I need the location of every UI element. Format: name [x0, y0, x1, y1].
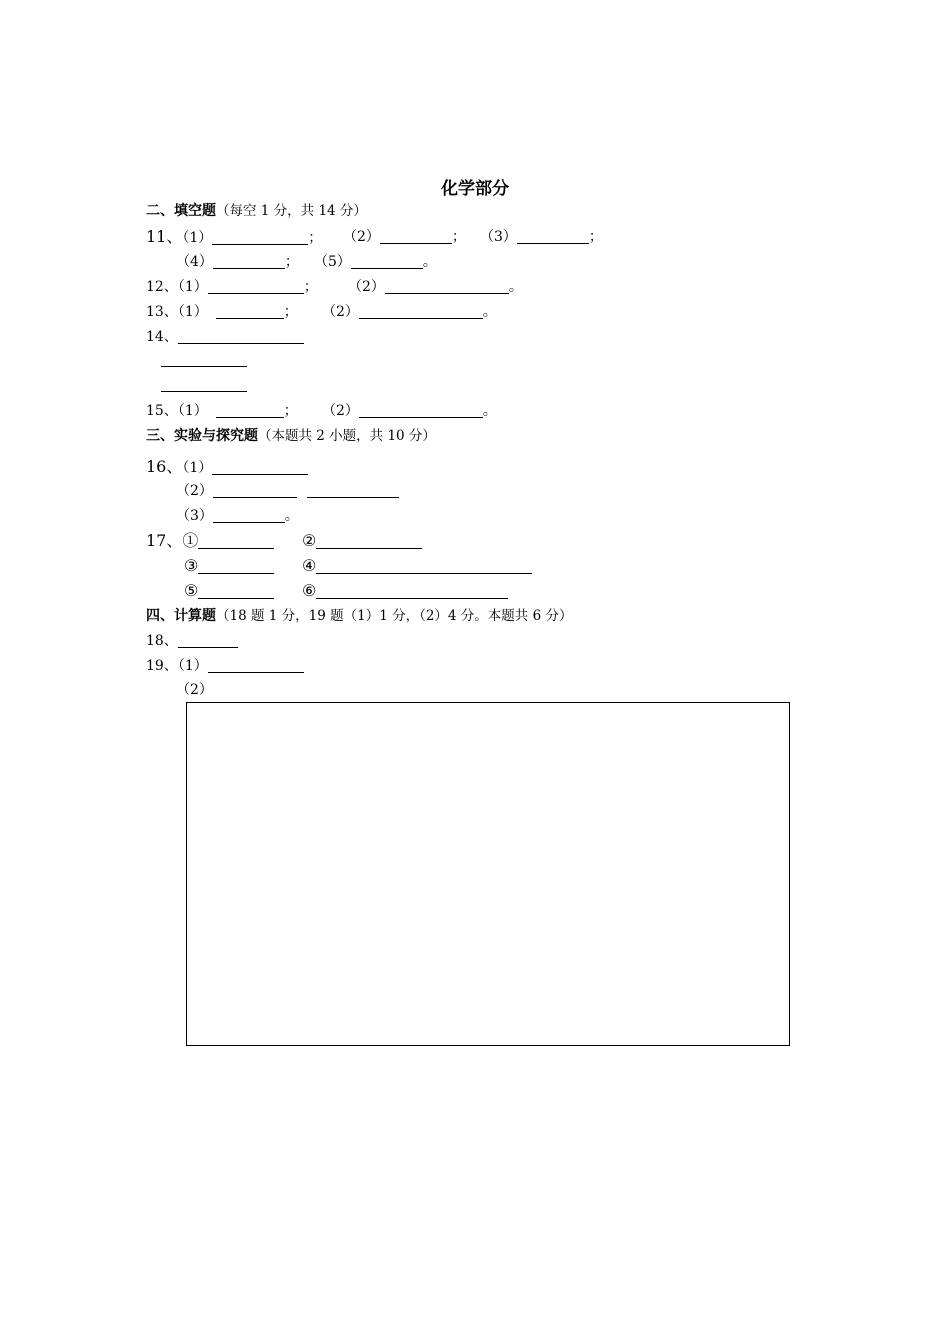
q13-number: 13、	[146, 304, 178, 320]
q13-part2-blank[interactable]	[359, 303, 483, 319]
q11-part3	[480, 228, 603, 246]
q15-number: 15、	[146, 403, 178, 419]
q12-part1-blank[interactable]	[208, 278, 304, 294]
q17-row-1	[146, 532, 274, 551]
q11-part3-label: （3）	[480, 229, 517, 245]
q11-part2-blank[interactable]	[380, 228, 452, 244]
section-3-header	[146, 427, 436, 445]
q13-part1-blank[interactable]	[216, 303, 284, 319]
q16-part3-blank[interactable]	[213, 507, 285, 523]
q16-part2-blank-1[interactable]	[213, 482, 297, 498]
q11-part4	[176, 253, 299, 271]
q11-end: 。	[422, 254, 437, 270]
section-3-heading: 三、实验与探究题	[146, 428, 258, 444]
q17-item3-blank[interactable]	[198, 558, 274, 574]
q12-part2-label: （2）	[348, 279, 385, 295]
q15-end: 。	[482, 403, 497, 419]
q17-item6	[302, 582, 508, 601]
section-2-header	[146, 202, 367, 220]
q11-part4-label: （4）	[176, 254, 213, 270]
q11-row-1	[146, 228, 322, 247]
q17-item2	[302, 532, 422, 551]
q13-part1-label: （1）	[177, 304, 208, 320]
q13-row	[146, 303, 298, 321]
q19-part1-label: （1）	[177, 658, 208, 674]
q11-part5-label: （5）	[314, 254, 351, 270]
q15-part2	[322, 402, 497, 420]
q11-part2-label: （2）	[343, 229, 380, 245]
q17-item6-blank[interactable]	[316, 583, 508, 599]
q17-number: 17、	[146, 531, 183, 550]
q11-part1-label: （1）	[182, 230, 213, 246]
section-3-note: （本题共 2 小题，共 10 分）	[258, 428, 436, 444]
q11-sep-1: ；	[308, 230, 323, 246]
q12-end: 。	[508, 279, 523, 295]
q16-number: 16、	[146, 457, 183, 476]
q16-part1-blank[interactable]	[212, 459, 308, 475]
q11-part1-blank[interactable]	[212, 229, 308, 245]
q11-part5	[314, 253, 437, 271]
q16-end: 。	[284, 508, 299, 524]
q19-part2-label: （2）	[176, 682, 213, 698]
q15-sep: ；	[283, 403, 298, 419]
q14-blank-2[interactable]	[161, 366, 247, 367]
q17-item4-label: ④	[302, 556, 317, 575]
q12-sep: ；	[303, 279, 318, 295]
q14-number: 14、	[146, 329, 178, 345]
q17-item6-label: ⑥	[302, 581, 317, 600]
q17-item2-label: ②	[302, 531, 317, 550]
q17-item5-blank[interactable]	[198, 583, 274, 599]
q16-row-2	[176, 482, 297, 500]
q17-item5-label: ⑤	[184, 581, 199, 600]
q16-row-1	[146, 458, 308, 477]
q16-part1-label: （1）	[182, 460, 213, 476]
q11-part3-blank[interactable]	[517, 228, 589, 244]
q15-part1-blank[interactable]	[216, 402, 284, 418]
q15-row	[146, 402, 298, 420]
q16-row-3	[176, 507, 299, 525]
section-4-header	[146, 607, 572, 625]
q11-sep-2: ；	[451, 229, 466, 245]
q19-part1-blank[interactable]	[208, 657, 304, 673]
q19-number: 19、	[146, 658, 178, 674]
q16-part2-blank-2[interactable]	[307, 497, 399, 498]
q13-part2	[322, 303, 497, 321]
section-4-heading: 四、计算题	[146, 608, 216, 624]
q19-answer-box[interactable]	[186, 702, 790, 1046]
q18-number: 18、	[146, 633, 178, 649]
q15-part2-label: （2）	[322, 403, 359, 419]
q14-blank-3[interactable]	[161, 391, 247, 392]
q14-row	[146, 328, 304, 346]
q11-sep-3: ；	[588, 229, 603, 245]
q11-sep-4: ；	[284, 254, 299, 270]
q13-part2-label: （2）	[322, 304, 359, 320]
q15-part2-blank[interactable]	[359, 402, 483, 418]
q12-number: 12、	[146, 279, 178, 295]
q17-item3	[184, 557, 274, 576]
q12-part1-label: （1）	[177, 279, 208, 295]
q12-part2	[348, 278, 523, 296]
section-2-note: （每空 1 分，共 14 分）	[216, 203, 367, 219]
q13-end: 。	[482, 304, 497, 320]
q17-item1-blank[interactable]	[198, 533, 274, 549]
q19-row-2	[176, 681, 213, 699]
q19-row-1	[146, 657, 304, 675]
section-2-heading: 二、填空题	[146, 203, 216, 219]
page-title: 化学部分	[441, 179, 509, 199]
q17-item2-blank[interactable]	[316, 533, 422, 549]
section-4-note: （18 题 1 分，19 题（1）1 分，（2）4 分。本题共 6 分）	[216, 608, 573, 624]
q17-item4	[302, 557, 532, 576]
q17-item1-label: ①	[182, 531, 199, 550]
q17-item5	[184, 582, 274, 601]
q11-part2	[343, 228, 466, 246]
q13-sep: ；	[283, 304, 298, 320]
q11-number: 11、	[146, 227, 183, 246]
q16-part3-label: （3）	[176, 508, 213, 524]
q17-item3-label: ③	[184, 556, 199, 575]
q11-part5-blank[interactable]	[351, 253, 423, 269]
q12-part2-blank[interactable]	[385, 278, 509, 294]
q11-part4-blank[interactable]	[213, 253, 285, 269]
q12-row	[146, 278, 318, 296]
q18-blank[interactable]	[178, 632, 238, 648]
q18-row	[146, 632, 238, 650]
q14-blank-1[interactable]	[178, 328, 304, 344]
q16-part2-label: （2）	[176, 483, 213, 499]
q17-item4-blank[interactable]	[316, 558, 532, 574]
q15-part1-label: （1）	[177, 403, 208, 419]
